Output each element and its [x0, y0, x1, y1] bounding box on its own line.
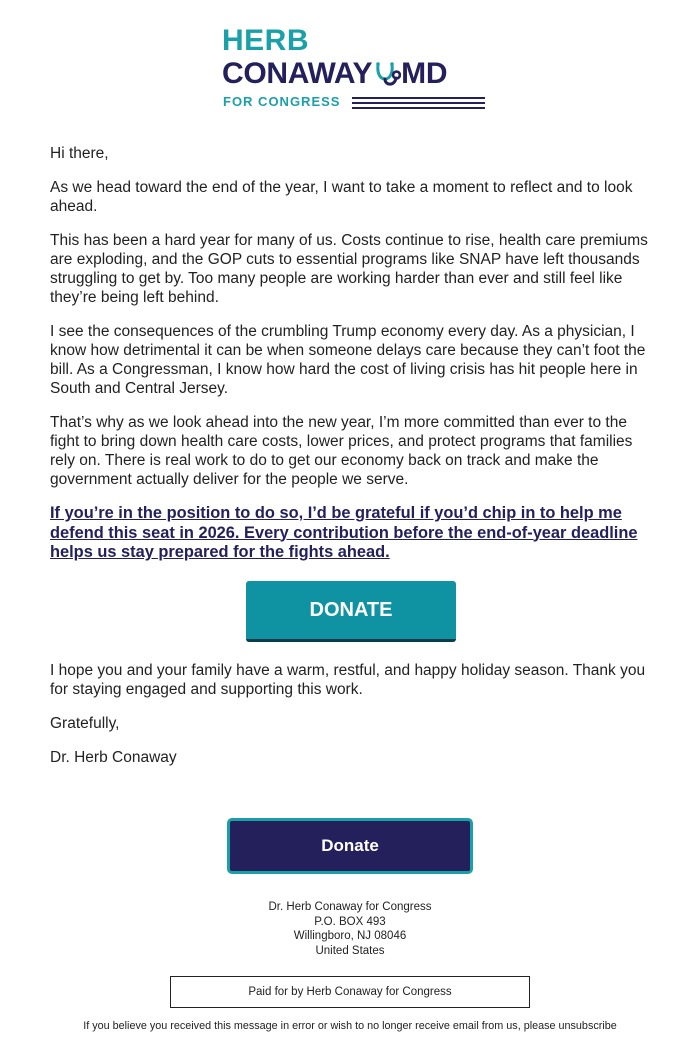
logo-first-name: HERB — [222, 24, 310, 57]
campaign-logo — [222, 26, 484, 112]
logo-name-row — [222, 57, 447, 91]
mailing-address — [0, 900, 700, 958]
address-street: P.O. BOX 493 — [314, 915, 386, 928]
donate-primary-button[interactable]: DONATE — [246, 581, 456, 642]
body-paragraph-4: That’s why as we look ahead into the new year, I’m more committed than ever to the fight to bring down health care costs, lower prices, and protect programs that families rely on. There is real work to do to get our economy back on track and make the government actually deliver for the people we serve. — [50, 414, 633, 488]
logo-tagline-row — [223, 94, 485, 110]
logo-stripes — [352, 96, 485, 109]
address-org: Dr. Herb Conaway for Congress — [268, 901, 432, 913]
logo-last-name: CONAWAY — [222, 57, 373, 90]
paid-for-disclaimer: Paid for by Herb Conaway for Congress — [170, 976, 530, 1008]
stethoscope-icon — [373, 59, 401, 89]
body-paragraph-2: This has been a hard year for many of us. Costs continue to rise, health care premiums are exploding, and the GOP cuts to essential programs like SNAP have left thousands struggling to get by. Too many people are working harder than ever and still feel like they’re being left behind. — [50, 232, 648, 306]
closing-paragraph: I hope you and your family have a warm, restful, and happy holiday season. Thank you for staying engaged and supporting this work. — [50, 661, 646, 698]
logo-tagline: FOR CONGRESS — [223, 94, 341, 109]
address-country: United States — [315, 944, 385, 957]
logo-credential: MD — [401, 57, 448, 90]
greeting: Hi there, — [50, 145, 109, 162]
donate-secondary-button[interactable]: Donate — [227, 818, 473, 874]
signoff: Gratefully, — [50, 714, 120, 732]
unsubscribe-notice[interactable]: If you believe you received this message in error or wish to no longer receive email from us, please unsubscribe — [83, 1020, 617, 1032]
body-paragraph-3: I see the consequences of the crumbling Trump economy every day. As a physician, I know how detrimental it can be when someone delays care because they can’t foot the bill. As a Congressman, I know how hard the cost of living crisis has hit people here in South and Central Jersey. — [50, 323, 646, 397]
donation-ask-link[interactable]: If you’re in the position to do so, I’d be grateful if you’d chip in to help me defend this seat in 2026. Every contribution before the end-of-year deadline helps us stay prepared for the fights ahead. — [50, 504, 638, 561]
email-body — [50, 144, 652, 782]
address-city: Willingboro, NJ 08046 — [293, 930, 407, 942]
donate-primary-wrap — [50, 581, 652, 643]
signature: Dr. Herb Conaway — [50, 748, 177, 766]
body-paragraph-1: As we head toward the end of the year, I want to take a moment to reflect and to look ahead. — [50, 179, 633, 215]
